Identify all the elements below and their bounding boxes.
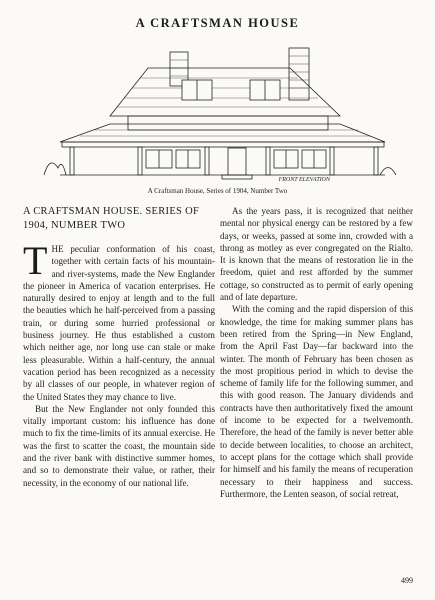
page-number: 499: [401, 576, 413, 585]
house-front-elevation-drawing: [40, 40, 400, 182]
paragraph: With the coming and the rapid dispersion of this knowledge, the time for making summer plans has been retired from the Spring—in New England, from the April Fast Day—far backward into the winter. The month of February has been chosen as the most propitious period in which to devise the scheme of family life for the following summer, and this with good reason. The January dividends and contracts have then authoritatively fixed the amount of income to be expected for a twelvemonth. Therefore, the head of the family is never better able to decide between localities, to choose an architect, to accept plans for the cottage which shall provide for himself and his family the means of recuperation necessary to their happiness and success. Furthermore, the Lenten season, of social retreat,: [220, 304, 413, 499]
elevation-label: FRONT ELEVATION: [278, 177, 330, 182]
paragraph: THE peculiar conformation of his coast, together with certain facts of his mountain- and river-systems, made the New Englander the pioneer in America of vacation enterprises. He naturally desired to enjoy at length and to the full the beauties which he half-perceived from a passing train, or during some hurried professional or business journey. He thus established a custom which neither age, nor long use can stale or make less pleasurable. Within a half-century, the annual vacation period has been recognized as a necessity by all classes of our people, in whatever region of the United States they may chance to live.: [23, 238, 215, 402]
article-title: A CRAFTSMAN HOUSE. SERIES OF 1904, NUMBER TWO: [23, 206, 200, 231]
right-column: [220, 205, 413, 500]
paragraph: But the New Englander not only founded this vitally important custom: his influence has done much to fix the time-limits of its annual exercise. He was the first to scatter the coast, the mountain side and the river bank with distinctive summer homes, and so to demonstrate their value, or rather, their necessity, in the economy of our national life.: [23, 403, 215, 488]
figure-caption: A Craftsman House, Series of 1904, Number Two: [147, 187, 288, 195]
running-head: A CRAFTSMAN HOUSE: [135, 16, 300, 30]
drop-cap: T: [23, 238, 48, 283]
paragraph: As the years pass, it is recognized that neither mental nor physical energy can be restored by a few days, or weeks, passed at some inn, crowded with a throng as motley as ever congregated on the Rialto. It is known that the means of restoration lie in the freedom, quiet and rest afforded by the summer cottage, so constructed as to permit of early opening and of late departure.: [220, 206, 413, 303]
left-column: [23, 205, 215, 489]
